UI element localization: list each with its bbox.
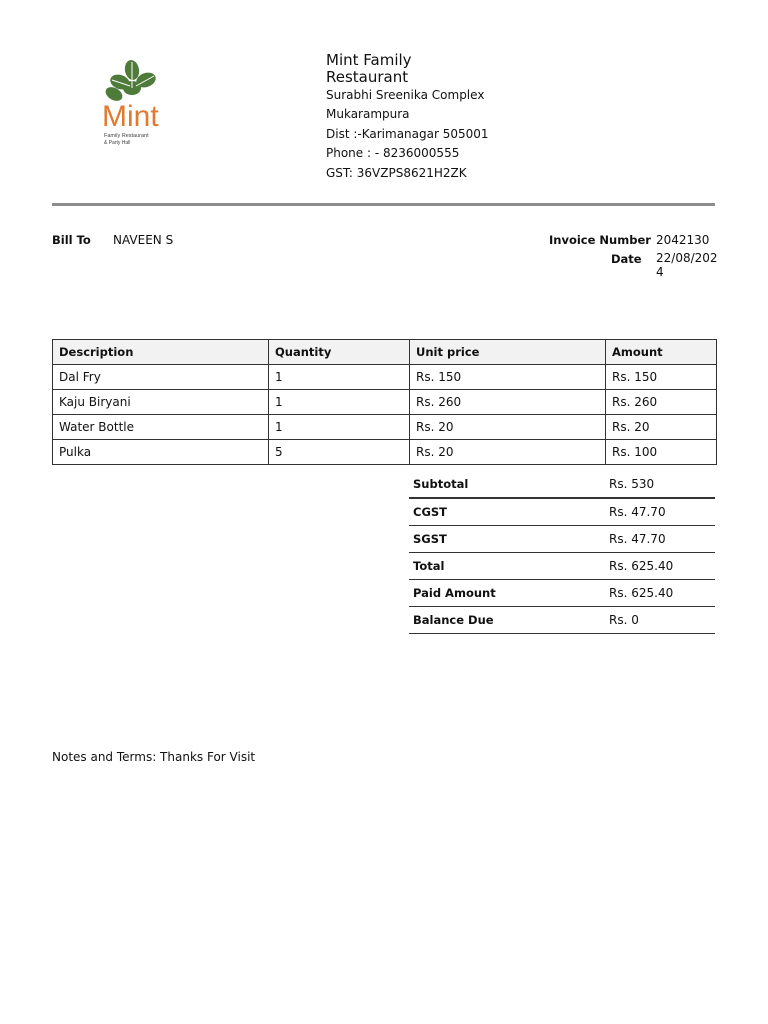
header-amount: Amount: [606, 340, 717, 365]
company-name-line2: Restaurant: [326, 68, 409, 86]
cgst-value: Rs. 47.70: [609, 505, 666, 519]
paid-amount-label: Paid Amount: [413, 586, 496, 600]
balance-due-value: Rs. 0: [609, 613, 639, 627]
item-description: Water Bottle: [53, 415, 269, 440]
table-row: [53, 390, 717, 415]
totals-row-paid: [409, 580, 715, 607]
item-description: Kaju Biryani: [53, 390, 269, 415]
items-header-row: [53, 340, 717, 365]
item-amount: Rs. 150: [606, 365, 717, 390]
table-row: [53, 415, 717, 440]
leaf-logo-icon: [92, 58, 192, 154]
balance-due-label: Balance Due: [413, 613, 494, 627]
notes-and-terms: Notes and Terms: Thanks For Visit: [52, 750, 256, 764]
totals-row-subtotal: [409, 471, 715, 499]
totals-row-sgst: [409, 526, 715, 553]
company-info: [326, 52, 586, 183]
item-quantity: 1: [269, 390, 410, 415]
item-unit-price: Rs. 20: [410, 415, 606, 440]
logo-tagline-2: & Party Hall: [104, 140, 131, 146]
item-quantity: 5: [269, 440, 410, 465]
company-address2: Mukarampura: [326, 107, 410, 122]
item-quantity: 1: [269, 365, 410, 390]
total-label: Total: [413, 559, 445, 573]
table-row: [53, 365, 717, 390]
subtotal-label: Subtotal: [413, 477, 469, 491]
bill-to-value: NAVEEN S: [113, 233, 174, 247]
item-description: Pulka: [53, 440, 269, 465]
totals-row-total: [409, 553, 715, 580]
paid-amount-value: Rs. 625.40: [609, 586, 674, 600]
company-phone: Phone : - 8236000555: [326, 146, 460, 161]
company-district: Dist :-Karimanagar 505001: [326, 126, 489, 141]
item-unit-price: Rs. 260: [410, 390, 606, 415]
totals-section: [409, 471, 715, 634]
invoice-number-value: 2042130: [656, 233, 710, 247]
table-row: [53, 440, 717, 465]
item-amount: Rs. 260: [606, 390, 717, 415]
date-value: 22/08/2024: [656, 251, 718, 279]
header-quantity: Quantity: [269, 340, 410, 365]
header-description: Description: [53, 340, 269, 365]
company-name-line1: Mint Family: [326, 51, 412, 69]
cgst-label: CGST: [413, 505, 448, 519]
logo-tagline-1: Family Restaurant: [104, 133, 149, 139]
totals-row-cgst: [409, 499, 715, 526]
items-table: [52, 339, 717, 465]
sgst-label: SGST: [413, 532, 447, 546]
date-label: Date: [611, 252, 642, 266]
item-amount: Rs. 20: [606, 415, 717, 440]
bill-to-label: Bill To: [52, 233, 91, 247]
subtotal-value: Rs. 530: [609, 477, 655, 491]
header-divider: [52, 203, 715, 206]
item-unit-price: Rs. 20: [410, 440, 606, 465]
restaurant-logo: [92, 58, 192, 154]
invoice-number-label: Invoice Number: [549, 233, 651, 247]
item-amount: Rs. 100: [606, 440, 717, 465]
company-address1: Surabhi Sreenika Complex: [326, 88, 485, 102]
item-quantity: 1: [269, 415, 410, 440]
item-description: Dal Fry: [53, 365, 269, 390]
sgst-value: Rs. 47.70: [609, 532, 666, 546]
total-value: Rs. 625.40: [609, 559, 674, 573]
header-unit-price: Unit price: [410, 340, 606, 365]
logo-wordmark: Mint: [102, 100, 159, 133]
totals-row-balance: [409, 607, 715, 634]
item-unit-price: Rs. 150: [410, 365, 606, 390]
company-gst: GST: 36VZPS8621H2ZK: [326, 165, 467, 180]
